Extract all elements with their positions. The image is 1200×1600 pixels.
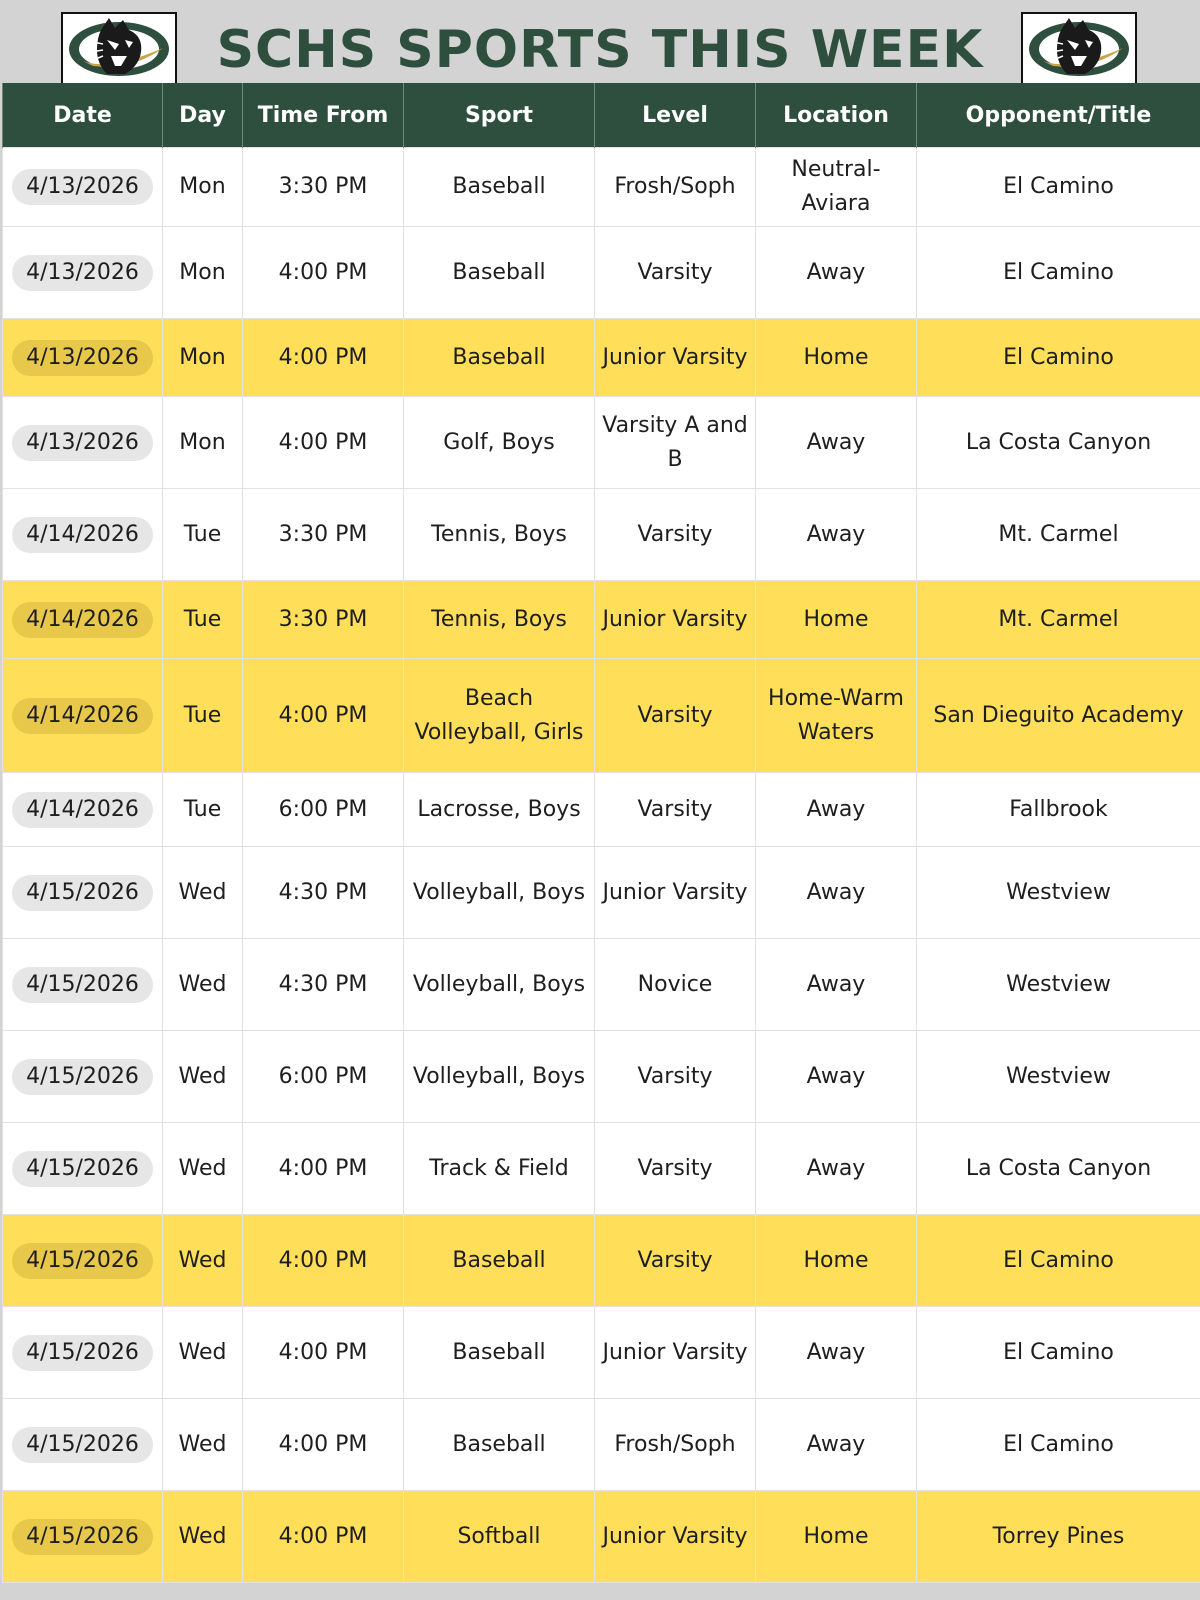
time-cell: 4:00 PM xyxy=(243,1399,404,1491)
opponent-cell: Westview xyxy=(917,1031,1200,1123)
level-cell: Varsity xyxy=(595,1031,756,1123)
table-row xyxy=(3,1031,1200,1123)
day-cell: Wed xyxy=(163,1307,243,1399)
date-cell xyxy=(3,1491,163,1583)
date-cell xyxy=(3,489,163,581)
table-row xyxy=(3,847,1200,939)
time-cell: 4:00 PM xyxy=(243,319,404,397)
level-cell: Varsity xyxy=(595,1215,756,1307)
date-badge: 4/15/2026 xyxy=(12,1059,153,1095)
table-row xyxy=(3,319,1200,397)
column-header-sport: Sport xyxy=(404,83,595,148)
date-cell xyxy=(3,659,163,773)
bobcat-mascot-icon xyxy=(63,14,175,83)
date-cell xyxy=(3,148,163,227)
table-row xyxy=(3,227,1200,319)
date-cell xyxy=(3,939,163,1031)
level-cell: Frosh/Soph xyxy=(595,148,756,227)
level-cell: Varsity xyxy=(595,227,756,319)
table-row xyxy=(3,1399,1200,1491)
opponent-cell: Westview xyxy=(917,939,1200,1031)
table-row xyxy=(3,1215,1200,1307)
date-cell xyxy=(3,319,163,397)
date-badge: 4/14/2026 xyxy=(12,698,153,734)
opponent-cell: El Camino xyxy=(917,148,1200,227)
column-header-opponent: Opponent/Title xyxy=(917,83,1200,148)
date-cell xyxy=(3,1399,163,1491)
date-cell xyxy=(3,773,163,847)
time-cell: 4:00 PM xyxy=(243,227,404,319)
date-badge: 4/14/2026 xyxy=(12,792,153,828)
page-header xyxy=(0,0,1200,83)
location-cell: Away xyxy=(756,227,917,319)
sport-cell: Track & Field xyxy=(404,1123,595,1215)
day-cell: Tue xyxy=(163,773,243,847)
time-cell: 4:00 PM xyxy=(243,1215,404,1307)
location-cell: Home xyxy=(756,319,917,397)
bobcat-mascot-icon xyxy=(1023,14,1135,83)
level-cell: Varsity xyxy=(595,489,756,581)
day-cell: Mon xyxy=(163,319,243,397)
time-cell: 3:30 PM xyxy=(243,489,404,581)
time-cell: 4:30 PM xyxy=(243,939,404,1031)
school-logo-right xyxy=(1021,12,1137,85)
day-cell: Wed xyxy=(163,1491,243,1583)
date-badge: 4/15/2026 xyxy=(12,1519,153,1555)
school-logo-left xyxy=(61,12,177,85)
location-cell: Neutral-Aviara xyxy=(756,148,917,227)
location-cell: Home-Warm Waters xyxy=(756,659,917,773)
date-cell xyxy=(3,581,163,659)
date-cell xyxy=(3,227,163,319)
table-row xyxy=(3,1491,1200,1583)
sport-cell: Volleyball, Boys xyxy=(404,847,595,939)
location-cell: Away xyxy=(756,1123,917,1215)
opponent-cell: Torrey Pines xyxy=(917,1491,1200,1583)
sport-cell: Tennis, Boys xyxy=(404,489,595,581)
date-cell xyxy=(3,1307,163,1399)
column-header-date: Date xyxy=(3,83,163,148)
table-body xyxy=(3,148,1200,1583)
location-cell: Away xyxy=(756,1307,917,1399)
level-cell: Junior Varsity xyxy=(595,1491,756,1583)
date-badge: 4/13/2026 xyxy=(12,169,153,205)
day-cell: Wed xyxy=(163,939,243,1031)
level-cell: Junior Varsity xyxy=(595,319,756,397)
level-cell: Junior Varsity xyxy=(595,581,756,659)
level-cell: Varsity xyxy=(595,773,756,847)
table-row xyxy=(3,939,1200,1031)
day-cell: Tue xyxy=(163,489,243,581)
time-cell: 4:00 PM xyxy=(243,397,404,489)
table-header-row xyxy=(3,83,1200,148)
time-cell: 4:00 PM xyxy=(243,1307,404,1399)
table-row xyxy=(3,773,1200,847)
level-cell: Frosh/Soph xyxy=(595,1399,756,1491)
level-cell: Junior Varsity xyxy=(595,847,756,939)
column-header-day: Day xyxy=(163,83,243,148)
date-cell xyxy=(3,1031,163,1123)
opponent-cell: La Costa Canyon xyxy=(917,397,1200,489)
sport-cell: Volleyball, Boys xyxy=(404,1031,595,1123)
opponent-cell: Westview xyxy=(917,847,1200,939)
opponent-cell: El Camino xyxy=(917,1307,1200,1399)
sport-cell: Baseball xyxy=(404,227,595,319)
opponent-cell: Fallbrook xyxy=(917,773,1200,847)
table-row xyxy=(3,1123,1200,1215)
level-cell: Varsity A and B xyxy=(595,397,756,489)
day-cell: Wed xyxy=(163,847,243,939)
date-badge: 4/15/2026 xyxy=(12,1335,153,1371)
sport-cell: Golf, Boys xyxy=(404,397,595,489)
column-header-time-from: Time From xyxy=(243,83,404,148)
date-badge: 4/15/2026 xyxy=(12,1243,153,1279)
opponent-cell: La Costa Canyon xyxy=(917,1123,1200,1215)
page-title: SCHS SPORTS THIS WEEK xyxy=(216,20,984,80)
level-cell: Junior Varsity xyxy=(595,1307,756,1399)
time-cell: 6:00 PM xyxy=(243,1031,404,1123)
table-row xyxy=(3,1307,1200,1399)
table-row xyxy=(3,659,1200,773)
date-cell xyxy=(3,847,163,939)
sport-cell: Beach Volleyball, Girls xyxy=(404,659,595,773)
date-badge: 4/13/2026 xyxy=(12,425,153,461)
sport-cell: Tennis, Boys xyxy=(404,581,595,659)
time-cell: 4:00 PM xyxy=(243,659,404,773)
time-cell: 3:30 PM xyxy=(243,581,404,659)
day-cell: Mon xyxy=(163,148,243,227)
table-row xyxy=(3,148,1200,227)
day-cell: Wed xyxy=(163,1123,243,1215)
date-cell xyxy=(3,397,163,489)
location-cell: Away xyxy=(756,939,917,1031)
sport-cell: Softball xyxy=(404,1491,595,1583)
sport-cell: Baseball xyxy=(404,1307,595,1399)
location-cell: Away xyxy=(756,1399,917,1491)
time-cell: 6:00 PM xyxy=(243,773,404,847)
sport-cell: Baseball xyxy=(404,319,595,397)
time-cell: 4:00 PM xyxy=(243,1123,404,1215)
time-cell: 4:00 PM xyxy=(243,1491,404,1583)
sport-cell: Baseball xyxy=(404,148,595,227)
location-cell: Away xyxy=(756,397,917,489)
opponent-cell: Mt. Carmel xyxy=(917,581,1200,659)
day-cell: Mon xyxy=(163,397,243,489)
table-row xyxy=(3,397,1200,489)
sport-cell: Baseball xyxy=(404,1399,595,1491)
level-cell: Varsity xyxy=(595,659,756,773)
location-cell: Away xyxy=(756,847,917,939)
opponent-cell: El Camino xyxy=(917,1399,1200,1491)
location-cell: Home xyxy=(756,581,917,659)
opponent-cell: El Camino xyxy=(917,227,1200,319)
opponent-cell: Mt. Carmel xyxy=(917,489,1200,581)
opponent-cell: El Camino xyxy=(917,319,1200,397)
day-cell: Wed xyxy=(163,1031,243,1123)
day-cell: Tue xyxy=(163,659,243,773)
location-cell: Away xyxy=(756,489,917,581)
location-cell: Away xyxy=(756,1031,917,1123)
time-cell: 3:30 PM xyxy=(243,148,404,227)
date-badge: 4/15/2026 xyxy=(12,1151,153,1187)
column-header-level: Level xyxy=(595,83,756,148)
location-cell: Home xyxy=(756,1491,917,1583)
column-header-location: Location xyxy=(756,83,917,148)
sport-cell: Volleyball, Boys xyxy=(404,939,595,1031)
date-badge: 4/15/2026 xyxy=(12,875,153,911)
date-badge: 4/13/2026 xyxy=(12,255,153,291)
level-cell: Novice xyxy=(595,939,756,1031)
date-cell xyxy=(3,1215,163,1307)
date-badge: 4/13/2026 xyxy=(12,340,153,376)
level-cell: Varsity xyxy=(595,1123,756,1215)
sports-schedule-table xyxy=(2,83,1200,1583)
date-badge: 4/15/2026 xyxy=(12,967,153,1003)
location-cell: Home xyxy=(756,1215,917,1307)
table-row xyxy=(3,581,1200,659)
date-badge: 4/14/2026 xyxy=(12,602,153,638)
date-badge: 4/15/2026 xyxy=(12,1427,153,1463)
location-cell: Away xyxy=(756,773,917,847)
sport-cell: Lacrosse, Boys xyxy=(404,773,595,847)
table-row xyxy=(3,489,1200,581)
opponent-cell: El Camino xyxy=(917,1215,1200,1307)
day-cell: Wed xyxy=(163,1215,243,1307)
day-cell: Mon xyxy=(163,227,243,319)
date-badge: 4/14/2026 xyxy=(12,517,153,553)
day-cell: Tue xyxy=(163,581,243,659)
sport-cell: Baseball xyxy=(404,1215,595,1307)
time-cell: 4:30 PM xyxy=(243,847,404,939)
date-cell xyxy=(3,1123,163,1215)
opponent-cell: San Dieguito Academy xyxy=(917,659,1200,773)
day-cell: Wed xyxy=(163,1399,243,1491)
